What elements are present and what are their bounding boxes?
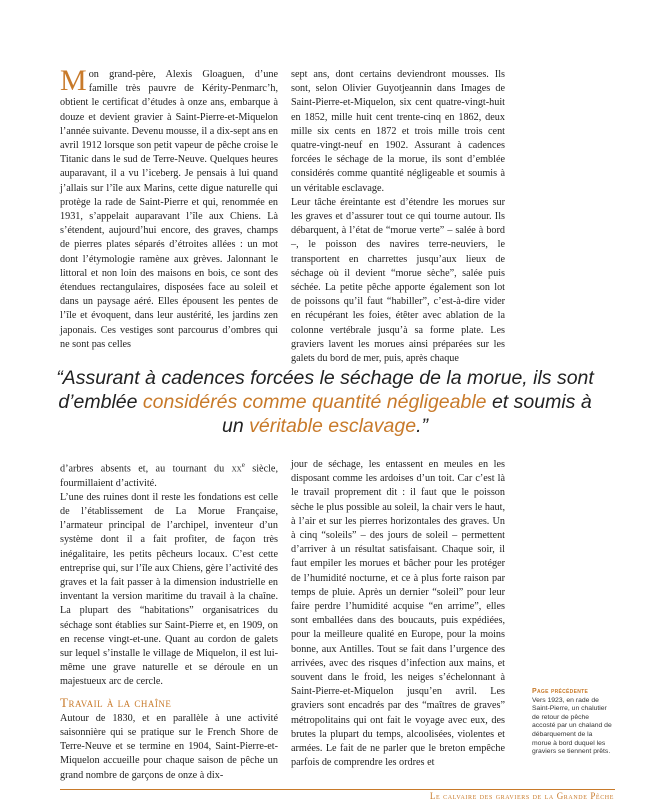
superscript: e [241,461,245,469]
caption-title: Page précédente [532,688,589,695]
century-numeral: xx [231,463,242,475]
pull-quote-highlight: considérés comme quantité négligeable [142,391,487,413]
paragraph: Leur tâche éreintante est d’étendre les morues sur les graves et d’assurer tout ce qui tourne autour. Ils débarquent, à l’état de “morue verte” – salée à bord –, le poisson des navires terre-neuviers, le transportent en charrettes jusqu’aux lieux de séchage où il devient “morue sèche”, salée puis séchée. La petite pêche apporte également son lot de poissons qu’il faut “habiller”, c’est-à-dire vider en récupérant les foies, étêter avec ablation de la colonne vertébrale jusqu’à sa forme plate. Les graviers lavent les morues ainsi préparées sur les galets du bord de mer, puis, après chaque [291,196,505,365]
paragraph [60,64,278,352]
paragraph: Autour de 1830, et en parallèle à une activité saisonnière qui se pratique sur le French Shore de Terre-Neuve et se termine en 1904, Saint-Pierre-et-Miquelon accueille pour chaque saison de pêche un grand nombre de garçons de onze à dix- [60,712,278,781]
paragraph: sept ans, dont certains deviendront mousses. Ils sont, selon Olivier Guyotjeannin dans Images de Saint-Pierre-et-Miquelon, six cent quatre-vingt-huit en 1852, mille huit cent trente-cinq en 1862, deux mille six cents en 1872 et trois mille trois cent quatre-vingt-neuf en 1902. Assurant à cadences forcées le séchage de la morue, ils sont d’emblée considérés comme quantité négligeable et soumis à un véritable esclavage. [291,69,505,194]
running-footer: Le calvaire des graviers de la Grande Pêche [429,791,614,801]
caption-text: Vers 1923, en rade de Saint-Pierre, un chalutier de retour de pêche accosté par un chaland de débarquement de la morue à bord duquel les graviers se tiennent prêts. [532,696,612,756]
paragraph: L’une des ruines dont il reste les fondations est celle de l’établissement de La Morue Française, l’armateur principal de l’archipel, inventeur d’un système dont il a fait profiter, de façon très inégalitaire, les petits pêcheurs locaux. C’est cette entreprise qui, sur l’île aux Chiens, gère l’activité des graves et la fait passer à la dimension industrielle en inventant la version maritime du travail à la chaîne. La plupart des “habitations” organisatrices du séchage sont établies sur Saint-Pierre et, en 1909, on en recense vingt-et-une. Quant au cordon de galets sur lequel s’installe le village de Miquelon, il est lui-même une grave naturelle et se déroule en un majestueux arc de cercle. [60,491,278,688]
article-column-4 [291,458,505,770]
pull-quote-text: et soumis à un [222,391,592,437]
article-column-1 [60,64,278,352]
pull-quote-highlight: véritable esclavage [249,415,417,437]
drop-cap: M [60,64,87,97]
paragraph-text: on grand-père, Alexis Gloaguen, d’une famille très pauvre de Kérity-Penmarc’h, obtient le certificat d’études à onze ans, embarque à douze et devient gravier à Saint-Pierre-et-Miquelon l’année suivante. Devenu mousse, il a dix-sept ans en avril 1912 lorsque son petit vapeur de pêche croise le Titanic dans le sud de Terre-Neuve. Quelques heures auparavant, il a vu l’iceberg. Je pensais à lui quand j’allais sur l’île aux Marins, cette digue naturelle qui protège la rade de Saint-Pierre et qui, renommée en 1931, s’appelait auparavant l’île aux Chiens. Là s’étendent, aujourd’hui encore, des graves, champs de pierres plates séparés d’étroites allées : un mot dont l’étymologie ramène aux grèves. Jalonnant le littoral et non loin des maisons en bois, ce sont des étendues rectangulaires, disposées face au soleil et dans un paysage aéré. Elles épousent les pentes de l’île et évoquent, dans leur austérité, les jardins zen japonais. Ces vestiges sont parcourus d’ombres qui ne sont pas celles [60,69,278,350]
paragraph [60,458,278,491]
article-column-3 [60,458,278,783]
footer-rule [60,789,615,790]
section-heading: Travail à la chaîne [60,694,172,710]
pull-quote [55,366,595,438]
paragraph-text: d’arbres absents et, au tournant du [60,463,232,475]
photo-caption [532,688,612,757]
article-column-2 [291,68,505,366]
paragraph: jour de séchage, les entassent en meules en les disposant comme les ardoises d’un toit. Car c’est là le travail proprement dit : il faut que le poisson sèche le plus possible au soleil, la chair vers le haut, à l’air et sur les pierres horizontales des graves. Un à cinq “soleils” – des jours de soleil – permettent d’arriver à un résultat satisfaisant. Chaque soir, il faut empiler les morues et bâcher pour les protéger de l’humidité nocturne, et ce à plus forte raison par temps de pluie. Après un dernier “soleil” pour leur faire perdre l’humidité acquise “en arrime”, elles sont emballées dans des boucauts, puis expédiées, pour la meilleure qualité en Europe, pour la moins bonne, aux Antilles. Tout se fait dans l’urgence des arrivées, avec des risques d’infection aux mains, et souvent dans le froid, les neiges s’échelonnant à Saint-Pierre-et-Miquelon jusqu’en avril. Les graviers sont encadrés par des “maîtres de graves” métropolitains qui ont fait le voyage avec eux, des brutes la plupart du temps, alcoolisées, violentes et armées. Le fait de ne parler que le breton empêche parfois de comprendre les ordres et [291,459,505,769]
pull-quote-text: .” [416,415,428,437]
pull-quote-text: “Assurant à cadences forcées le séchage de la morue, ils sont d’emblée [56,367,594,413]
paragraph-text: siècle, fourmillaient d’activité. [60,463,278,489]
